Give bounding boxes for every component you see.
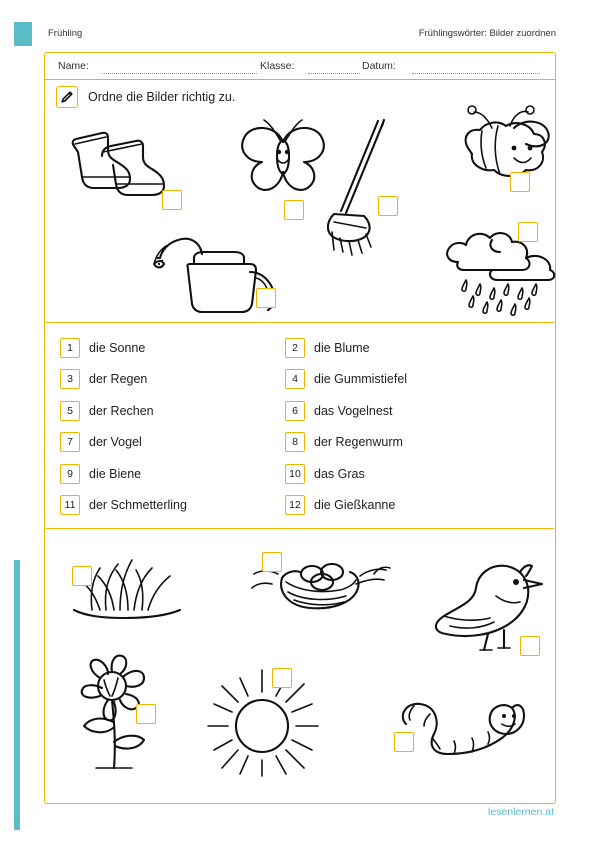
word-number: 8	[285, 432, 305, 452]
student-info-row	[44, 52, 556, 80]
brand-label: lesenlernen.at	[488, 806, 554, 818]
word-list	[60, 332, 540, 521]
word-label: das Gras	[314, 466, 365, 481]
teal-corner-mark	[14, 22, 32, 46]
word-item	[285, 464, 510, 484]
word-item	[60, 338, 285, 358]
word-item	[285, 495, 510, 515]
divider-top	[46, 322, 554, 323]
word-label: die Biene	[89, 466, 142, 481]
word-label: der Rechen	[89, 403, 154, 418]
word-label: die Blume	[314, 340, 370, 355]
word-label: die Gummistiefel	[314, 372, 408, 387]
word-label: der Regen	[89, 372, 148, 387]
pencil-icon	[56, 86, 78, 108]
word-item	[60, 464, 285, 484]
word-number: 9	[60, 464, 80, 484]
word-number: 12	[285, 495, 305, 515]
word-item	[285, 369, 510, 389]
date-input-line[interactable]	[412, 73, 540, 74]
class-label: Klasse:	[260, 60, 295, 72]
word-label: die Sonne	[89, 340, 146, 355]
word-label: der Vogel	[89, 435, 142, 450]
word-number: 7	[60, 432, 80, 452]
word-number: 2	[285, 338, 305, 358]
grass-picture	[62, 552, 192, 622]
word-row	[60, 458, 540, 490]
rain-cloud-picture	[440, 218, 560, 318]
answer-box-rake[interactable]	[378, 196, 398, 216]
answer-box-watering-can[interactable]	[256, 288, 276, 308]
answer-box-flower[interactable]	[136, 704, 156, 724]
word-number: 10	[285, 464, 305, 484]
answer-box-boots[interactable]	[162, 190, 182, 210]
answer-box-rain[interactable]	[518, 222, 538, 242]
class-input-line[interactable]	[308, 73, 360, 74]
word-item	[60, 432, 285, 452]
word-item	[60, 495, 285, 515]
task-text: Ordne die Bilder richtig zu.	[88, 90, 236, 104]
header-title: Frühlingswörter: Bilder zuordnen	[418, 28, 556, 39]
header-topic: Frühling	[48, 28, 83, 39]
rubber-boots-picture	[58, 120, 168, 205]
date-label: Datum:	[362, 60, 396, 72]
word-number: 3	[60, 369, 80, 389]
word-number: 11	[60, 495, 80, 515]
word-item	[60, 401, 285, 421]
word-row	[60, 427, 540, 459]
word-label: der Regenwurm	[314, 435, 403, 450]
answer-box-bird[interactable]	[520, 636, 540, 656]
word-label: das Vogelnest	[314, 403, 393, 418]
word-item	[285, 401, 510, 421]
answer-box-grass[interactable]	[72, 566, 92, 586]
word-label: die Gießkanne	[314, 498, 396, 513]
word-number: 1	[60, 338, 80, 358]
rake-picture	[312, 110, 402, 260]
word-row	[60, 332, 540, 364]
flower-picture	[60, 648, 180, 783]
word-item	[285, 338, 510, 358]
answer-box-butterfly[interactable]	[284, 200, 304, 220]
bee-picture	[452, 104, 562, 194]
word-label: der Schmetterling	[89, 498, 187, 513]
word-item	[285, 432, 510, 452]
sun-picture	[204, 668, 324, 778]
word-row	[60, 395, 540, 427]
answer-box-nest[interactable]	[262, 552, 282, 572]
word-number: 6	[285, 401, 305, 421]
word-number: 4	[285, 369, 305, 389]
answer-box-bee[interactable]	[510, 172, 530, 192]
name-label: Name:	[58, 60, 89, 72]
word-row	[60, 364, 540, 396]
name-input-line[interactable]	[102, 73, 257, 74]
teal-side-rail	[14, 560, 20, 830]
word-row	[60, 490, 540, 522]
word-number: 5	[60, 401, 80, 421]
answer-box-worm[interactable]	[394, 732, 414, 752]
task-instruction-row	[56, 86, 235, 108]
divider-bottom	[46, 528, 554, 529]
word-item	[60, 369, 285, 389]
answer-box-sun[interactable]	[272, 668, 292, 688]
